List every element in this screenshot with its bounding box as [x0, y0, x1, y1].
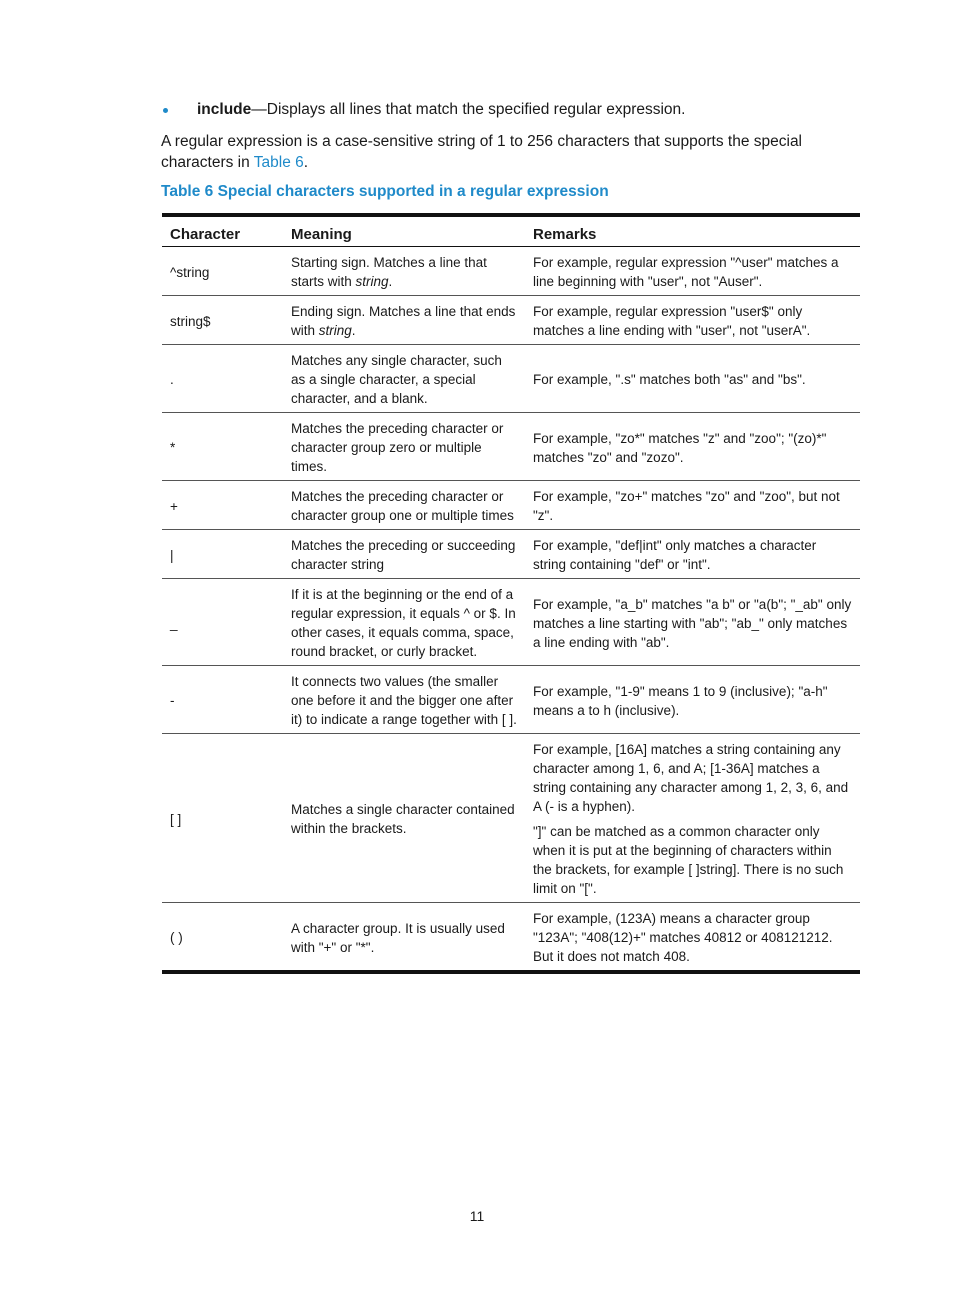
remarks-cell — [525, 345, 860, 413]
remark-paragraph: For example, (123A) means a character group "123A"; "408(12)+" matches 40812 or 408121212. But it does not match 408. — [533, 911, 833, 964]
table-row — [162, 345, 860, 413]
remarks-cell — [525, 481, 860, 530]
meaning-cell — [283, 579, 525, 666]
remarks-cell — [525, 734, 860, 903]
bullet-icon — [163, 108, 168, 113]
meaning-cell — [283, 530, 525, 579]
table-header-row — [162, 215, 860, 247]
table-caption: Table 6 Special characters supported in a regular expression — [161, 183, 609, 200]
meaning-cell — [283, 345, 525, 413]
meaning-text: Matches a single character contained within the brackets. — [291, 802, 515, 836]
meaning-tail: . — [351, 323, 356, 338]
remarks-cell — [525, 530, 860, 579]
meaning-cell — [283, 734, 525, 903]
remark-paragraph: "]" can be matched as a common character only when it is put at the beginning of characters within the brackets, for example [ ]string]. There is no such limit on "[". — [533, 824, 844, 896]
remark-paragraph: For example, regular expression "^user" matches a line beginning with "user", not "Auser". — [533, 255, 839, 289]
meaning-text: Ending sign. Matches a line that ends with — [291, 304, 516, 338]
table-6-link[interactable]: Table 6 — [253, 154, 304, 171]
remarks-cell — [525, 666, 860, 734]
remarks-cell — [525, 247, 860, 296]
remarks-cell — [525, 579, 860, 666]
meaning-text: If it is at the beginning or the end of a regular expression, it equals ^ or $. In other cases, it equals comma, space, round bracket, or curly bracket. — [291, 587, 516, 659]
page-number: 11 — [469, 1208, 485, 1224]
remark-paragraph: For example, "1-9" means 1 to 9 (inclusive); "a-h" means a to h (inclusive). — [533, 683, 828, 718]
table-row — [162, 413, 860, 481]
header-meaning: Meaning — [283, 215, 525, 247]
remark-paragraph: For example, "def|int" only matches a character string containing "def" or "int". — [533, 538, 817, 572]
meaning-text: Matches the preceding or succeeding character string — [291, 538, 516, 572]
special-characters-table — [162, 213, 860, 974]
character-cell: ( ) — [162, 903, 283, 973]
remark-paragraph: For example, "zo*" matches "z" and "zoo"; "(zo)*" matches "zo" and "zozo". — [533, 430, 827, 465]
remark-paragraph: For example, regular expression "user$" only matches a line ending with "user", not "userA". — [533, 304, 811, 338]
remark-paragraph: For example, [16A] matches a string containing any character among 1, 6, and A; [1-36A] matches a string containing any character among 1, 2, 3, 6, and A (- is a hyphen). — [533, 742, 849, 814]
meaning-cell — [283, 481, 525, 530]
meaning-text: It connects two values (the smaller one before it and the bigger one after it) to indicate a range together with [ ]. — [291, 674, 517, 727]
meaning-text: Matches the preceding character or character group zero or multiple times. — [291, 421, 504, 474]
remarks-cell — [525, 903, 860, 973]
table-row — [162, 247, 860, 296]
remark-paragraph: For example, "a_b" matches "a b" or "a(b"; "_ab" only matches a line starting with "ab"; "ab_" only matches a line ending with "ab". — [533, 596, 852, 650]
remarks-cell — [525, 296, 860, 345]
meaning-italic: string — [318, 323, 352, 338]
meaning-cell — [283, 903, 525, 973]
remark-paragraph: For example, ".s" matches both "as" and "bs". — [533, 372, 806, 387]
meaning-cell — [283, 413, 525, 481]
character-cell: . — [162, 345, 283, 413]
character-cell: [ ] — [162, 734, 283, 903]
character-cell: _ — [162, 579, 283, 666]
character-cell: string$ — [162, 296, 283, 345]
bullet-term: include — [197, 101, 252, 118]
meaning-text: A character group. It is usually used with "+" or "*". — [291, 920, 505, 955]
table-row — [162, 481, 860, 530]
meaning-text: Matches the preceding character or character group one or multiple times — [291, 489, 514, 523]
character-cell: ^string — [162, 247, 283, 296]
header-character: Character — [162, 215, 283, 247]
meaning-italic: string — [355, 274, 389, 289]
meaning-cell — [283, 666, 525, 734]
character-cell: * — [162, 413, 283, 481]
character-cell: - — [162, 666, 283, 734]
table-row — [162, 579, 860, 666]
meaning-text: Matches any single character, such as a single character, a special character, and a blank. — [291, 353, 502, 406]
table-row — [162, 666, 860, 734]
table-body — [162, 247, 860, 973]
character-cell: | — [162, 530, 283, 579]
intro-text: A regular expression is a case-sensitive string of 1 to 256 characters that supports the special characters in — [161, 133, 803, 171]
meaning-tail: . — [388, 274, 393, 289]
intro-paragraph — [161, 131, 865, 173]
table-row — [162, 734, 860, 903]
table-row — [162, 903, 860, 973]
bullet-description: —Displays all lines that match the specified regular expression. — [251, 101, 686, 118]
meaning-cell — [283, 296, 525, 345]
remarks-cell — [525, 413, 860, 481]
bullet-text — [197, 100, 685, 120]
table-row — [162, 296, 860, 345]
meaning-text: Starting sign. Matches a line that starts with — [291, 255, 487, 289]
header-remarks: Remarks — [525, 215, 860, 247]
intro-text-end: . — [303, 154, 309, 171]
table-row — [162, 530, 860, 579]
character-cell: + — [162, 481, 283, 530]
meaning-cell — [283, 247, 525, 296]
remark-paragraph: For example, "zo+" matches "zo" and "zoo", but not "z". — [533, 489, 840, 523]
